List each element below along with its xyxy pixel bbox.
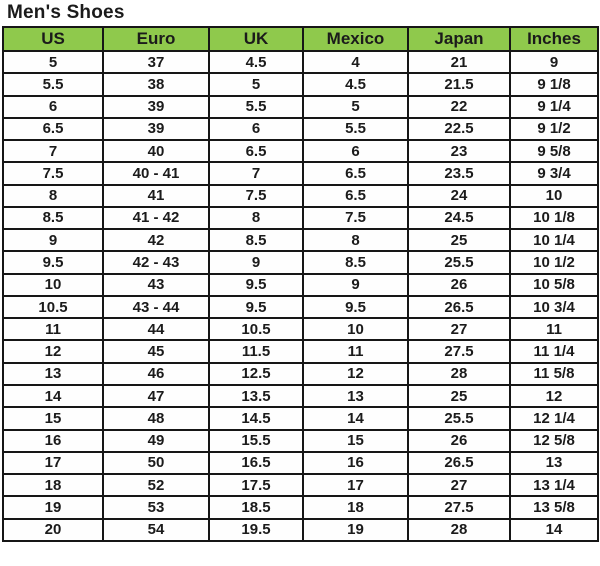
- table-cell: 22: [408, 96, 510, 118]
- table-cell: 10 5/8: [510, 274, 598, 296]
- table-cell: 5: [303, 96, 408, 118]
- table-cell: 26: [408, 274, 510, 296]
- table-cell: 18.5: [209, 496, 303, 518]
- table-cell: 4.5: [209, 51, 303, 73]
- header-row: [3, 27, 598, 51]
- table-cell: 9 1/2: [510, 118, 598, 140]
- table-cell: 46: [103, 363, 209, 385]
- table-cell: 27: [408, 474, 510, 496]
- table-cell: 8.5: [303, 251, 408, 273]
- table-cell: 42: [103, 229, 209, 251]
- table-cell: 17: [303, 474, 408, 496]
- table-row: [3, 51, 598, 73]
- table-cell: 53: [103, 496, 209, 518]
- table-cell: 27: [408, 318, 510, 340]
- table-row: [3, 519, 598, 541]
- table-row: [3, 140, 598, 162]
- table-cell: 13: [3, 363, 103, 385]
- table-cell: 42 - 43: [103, 251, 209, 273]
- table-cell: 28: [408, 519, 510, 541]
- table-cell: 10 1/8: [510, 207, 598, 229]
- table-row: [3, 407, 598, 429]
- table-cell: 24.5: [408, 207, 510, 229]
- table-cell: 47: [103, 385, 209, 407]
- table-row: [3, 274, 598, 296]
- column-header-us: US: [3, 27, 103, 51]
- table-cell: 10 1/2: [510, 251, 598, 273]
- table-cell: 11 1/4: [510, 340, 598, 362]
- table-cell: 17: [3, 452, 103, 474]
- table-cell: 6.5: [303, 185, 408, 207]
- table-cell: 9.5: [303, 296, 408, 318]
- table-row: [3, 452, 598, 474]
- table-cell: 25.5: [408, 251, 510, 273]
- table-cell: 26: [408, 430, 510, 452]
- table-cell: 9: [209, 251, 303, 273]
- table-cell: 19.5: [209, 519, 303, 541]
- table-cell: 9.5: [209, 296, 303, 318]
- table-cell: 16.5: [209, 452, 303, 474]
- table-cell: 26.5: [408, 296, 510, 318]
- table-cell: 13: [510, 452, 598, 474]
- table-cell: 26.5: [408, 452, 510, 474]
- table-cell: 40 - 41: [103, 162, 209, 184]
- table-cell: 13.5: [209, 385, 303, 407]
- table-cell: 22.5: [408, 118, 510, 140]
- table-cell: 14: [3, 385, 103, 407]
- table-cell: 17.5: [209, 474, 303, 496]
- table-cell: 10 1/4: [510, 229, 598, 251]
- table-cell: 11: [3, 318, 103, 340]
- table-cell: 40: [103, 140, 209, 162]
- table-cell: 27.5: [408, 496, 510, 518]
- table-cell: 10.5: [3, 296, 103, 318]
- table-row: [3, 73, 598, 95]
- table-cell: 9.5: [209, 274, 303, 296]
- table-cell: 5.5: [209, 96, 303, 118]
- table-cell: 7.5: [209, 185, 303, 207]
- column-header-uk: UK: [209, 27, 303, 51]
- table-cell: 39: [103, 118, 209, 140]
- table-cell: 12: [510, 385, 598, 407]
- table-row: [3, 229, 598, 251]
- table-cell: 9: [303, 274, 408, 296]
- table-row: [3, 96, 598, 118]
- table-cell: 6.5: [303, 162, 408, 184]
- table-row: [3, 207, 598, 229]
- table-row: [3, 385, 598, 407]
- table-cell: 25: [408, 229, 510, 251]
- table-cell: 13: [303, 385, 408, 407]
- table-cell: 7: [3, 140, 103, 162]
- table-cell: 15: [303, 430, 408, 452]
- table-cell: 14.5: [209, 407, 303, 429]
- table-cell: 5.5: [3, 73, 103, 95]
- table-cell: 8.5: [209, 229, 303, 251]
- table-cell: 43: [103, 274, 209, 296]
- table-cell: 24: [408, 185, 510, 207]
- column-header-inches: Inches: [510, 27, 598, 51]
- table-cell: 15.5: [209, 430, 303, 452]
- table-cell: 6.5: [209, 140, 303, 162]
- table-cell: 9 1/8: [510, 73, 598, 95]
- table-cell: 5: [3, 51, 103, 73]
- table-cell: 27.5: [408, 340, 510, 362]
- table-cell: 14: [303, 407, 408, 429]
- table-cell: 6: [303, 140, 408, 162]
- table-cell: 8: [209, 207, 303, 229]
- table-cell: 15: [3, 407, 103, 429]
- table-cell: 21.5: [408, 73, 510, 95]
- table-row: [3, 296, 598, 318]
- table-cell: 8: [303, 229, 408, 251]
- table-row: [3, 118, 598, 140]
- table-cell: 12: [3, 340, 103, 362]
- table-cell: 6.5: [3, 118, 103, 140]
- column-header-mexico: Mexico: [303, 27, 408, 51]
- table-cell: 12 1/4: [510, 407, 598, 429]
- table-cell: 18: [303, 496, 408, 518]
- table-row: [3, 185, 598, 207]
- table-cell: 9 5/8: [510, 140, 598, 162]
- table-cell: 13 1/4: [510, 474, 598, 496]
- table-cell: 16: [303, 452, 408, 474]
- table-cell: 25.5: [408, 407, 510, 429]
- table-cell: 5: [209, 73, 303, 95]
- table-cell: 19: [303, 519, 408, 541]
- table-cell: 9 1/4: [510, 96, 598, 118]
- table-row: [3, 496, 598, 518]
- table-row: [3, 363, 598, 385]
- table-cell: 54: [103, 519, 209, 541]
- table-cell: 11 5/8: [510, 363, 598, 385]
- table-cell: 50: [103, 452, 209, 474]
- table-cell: 16: [3, 430, 103, 452]
- table-cell: 10: [510, 185, 598, 207]
- table-cell: 37: [103, 51, 209, 73]
- shoe-size-conversion-table: [2, 26, 599, 542]
- table-cell: 48: [103, 407, 209, 429]
- table-row: [3, 474, 598, 496]
- table-cell: 38: [103, 73, 209, 95]
- table-cell: 18: [3, 474, 103, 496]
- table-row: [3, 340, 598, 362]
- table-cell: 8: [3, 185, 103, 207]
- table-cell: 10: [303, 318, 408, 340]
- table-cell: 39: [103, 96, 209, 118]
- table-cell: 8.5: [3, 207, 103, 229]
- table-cell: 11: [510, 318, 598, 340]
- table-cell: 44: [103, 318, 209, 340]
- table-cell: 9: [510, 51, 598, 73]
- table-cell: 11.5: [209, 340, 303, 362]
- table-header: [3, 27, 598, 51]
- table-cell: 9 3/4: [510, 162, 598, 184]
- table-cell: 49: [103, 430, 209, 452]
- table-cell: 4: [303, 51, 408, 73]
- table-cell: 9: [3, 229, 103, 251]
- table-cell: 10 3/4: [510, 296, 598, 318]
- table-cell: 52: [103, 474, 209, 496]
- table-row: [3, 251, 598, 273]
- table-cell: 41: [103, 185, 209, 207]
- column-header-euro: Euro: [103, 27, 209, 51]
- table-cell: 9.5: [3, 251, 103, 273]
- table-cell: 5.5: [303, 118, 408, 140]
- table-cell: 14: [510, 519, 598, 541]
- table-cell: 6: [209, 118, 303, 140]
- table-cell: 12: [303, 363, 408, 385]
- table-row: [3, 430, 598, 452]
- table-cell: 41 - 42: [103, 207, 209, 229]
- table-cell: 19: [3, 496, 103, 518]
- table-cell: 11: [303, 340, 408, 362]
- table-cell: 10: [3, 274, 103, 296]
- table-row: [3, 318, 598, 340]
- table-cell: 7.5: [3, 162, 103, 184]
- table-cell: 6: [3, 96, 103, 118]
- table-cell: 43 - 44: [103, 296, 209, 318]
- table-cell: 45: [103, 340, 209, 362]
- table-row: [3, 162, 598, 184]
- table-cell: 21: [408, 51, 510, 73]
- table-cell: 28: [408, 363, 510, 385]
- table-cell: 12 5/8: [510, 430, 598, 452]
- table-cell: 23: [408, 140, 510, 162]
- column-header-japan: Japan: [408, 27, 510, 51]
- table-cell: 13 5/8: [510, 496, 598, 518]
- table-cell: 4.5: [303, 73, 408, 95]
- page-title: Men's Shoes: [7, 2, 125, 23]
- table-cell: 12.5: [209, 363, 303, 385]
- table-cell: 23.5: [408, 162, 510, 184]
- table-cell: 25: [408, 385, 510, 407]
- table-body: [3, 51, 598, 541]
- table-cell: 7.5: [303, 207, 408, 229]
- table-cell: 10.5: [209, 318, 303, 340]
- table-cell: 20: [3, 519, 103, 541]
- table-cell: 7: [209, 162, 303, 184]
